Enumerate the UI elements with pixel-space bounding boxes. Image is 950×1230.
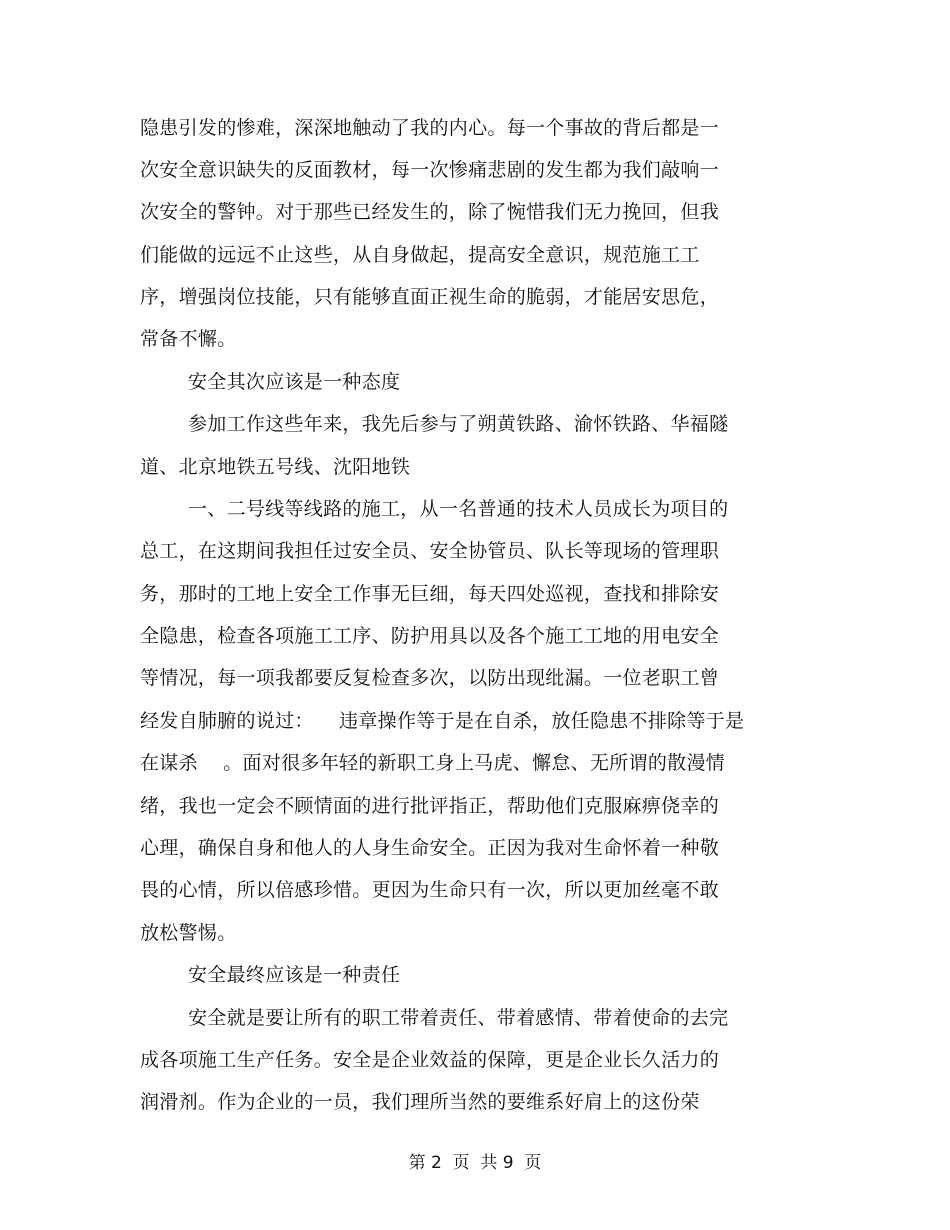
text-line: 全隐患，检查各项施工工序、防护用具以及各个施工工地的用电安全 <box>140 625 720 647</box>
text-line: 畏的心情，所以倍感珍惜。更因为生命只有一次，所以更加丝毫不敢 <box>140 879 720 901</box>
text-line: 务，那时的工地上安全工作事无巨细，每天四处巡视，查找和排除安 <box>140 583 720 605</box>
section-heading: 安全其次应该是一种态度 <box>188 371 401 393</box>
text-line: 序，增强岗位技能，只有能够直面正视生命的脆弱，才能居安思危， <box>140 286 720 308</box>
text-line: 润滑剂。作为企业的一员，我们理所当然的要维系好肩上的这份荣 <box>140 1091 700 1113</box>
text-line: 等情况，每一项我都要反复检查多次，以防出现纰漏。一位老职工曾 <box>140 667 720 689</box>
text-line: 次安全的警钟。对于那些已经发生的，除了惋惜我们无力挽回，但我 <box>140 201 720 223</box>
text-line: 总工，在这期间我担任过安全员、安全协管员、队长等现场的管理职 <box>140 540 720 562</box>
text-line: 安全就是要让所有的职工带着责任、带着感情、带着使命的去完 <box>188 1007 729 1029</box>
text-line: 成各项施工生产任务。安全是企业效益的保障，更是企业长久活力的 <box>140 1049 720 1071</box>
text-line: 经发自肺腑的说过： 违章操作等于是在自杀，放任隐患不排除等于是 <box>140 710 745 732</box>
text-line: 道、北京地铁五号线、沈阳地铁 <box>140 456 411 478</box>
text-line: 绪，我也一定会不顾情面的进行批评指正，帮助他们克服麻痹侥幸的 <box>140 795 720 817</box>
text-line: 放松警惕。 <box>140 922 237 944</box>
text-line: 心理，确保自身和他人的人身生命安全。正因为我对生命怀着一种敬 <box>140 837 720 859</box>
text-line: 次安全意识缺失的反面教材，每一次惨痛悲剧的发生都为我们敲响一 <box>140 159 720 181</box>
text-line: 参加工作这些年来，我先后参与了朔黄铁路、渝怀铁路、华福隧 <box>188 413 729 435</box>
text-line: 们能做的远远不止这些，从自身做起，提高安全意识，规范施工工 <box>140 244 700 266</box>
text-line: 在谋杀 。面对很多年轻的新职工身上马虎、懈怠、无所谓的散漫情 <box>140 752 726 774</box>
text-line: 隐患引发的惨难，深深地触动了我的内心。每一个事故的背后都是一 <box>140 117 720 139</box>
section-heading: 安全最终应该是一种责任 <box>188 964 401 986</box>
text-line: 一、二号线等线路的施工，从一名普通的技术人员成长为项目的 <box>188 498 729 520</box>
text-line: 常备不懈。 <box>140 328 237 350</box>
page-number-footer: 第 2 页 共 9 页 <box>408 1153 542 1173</box>
